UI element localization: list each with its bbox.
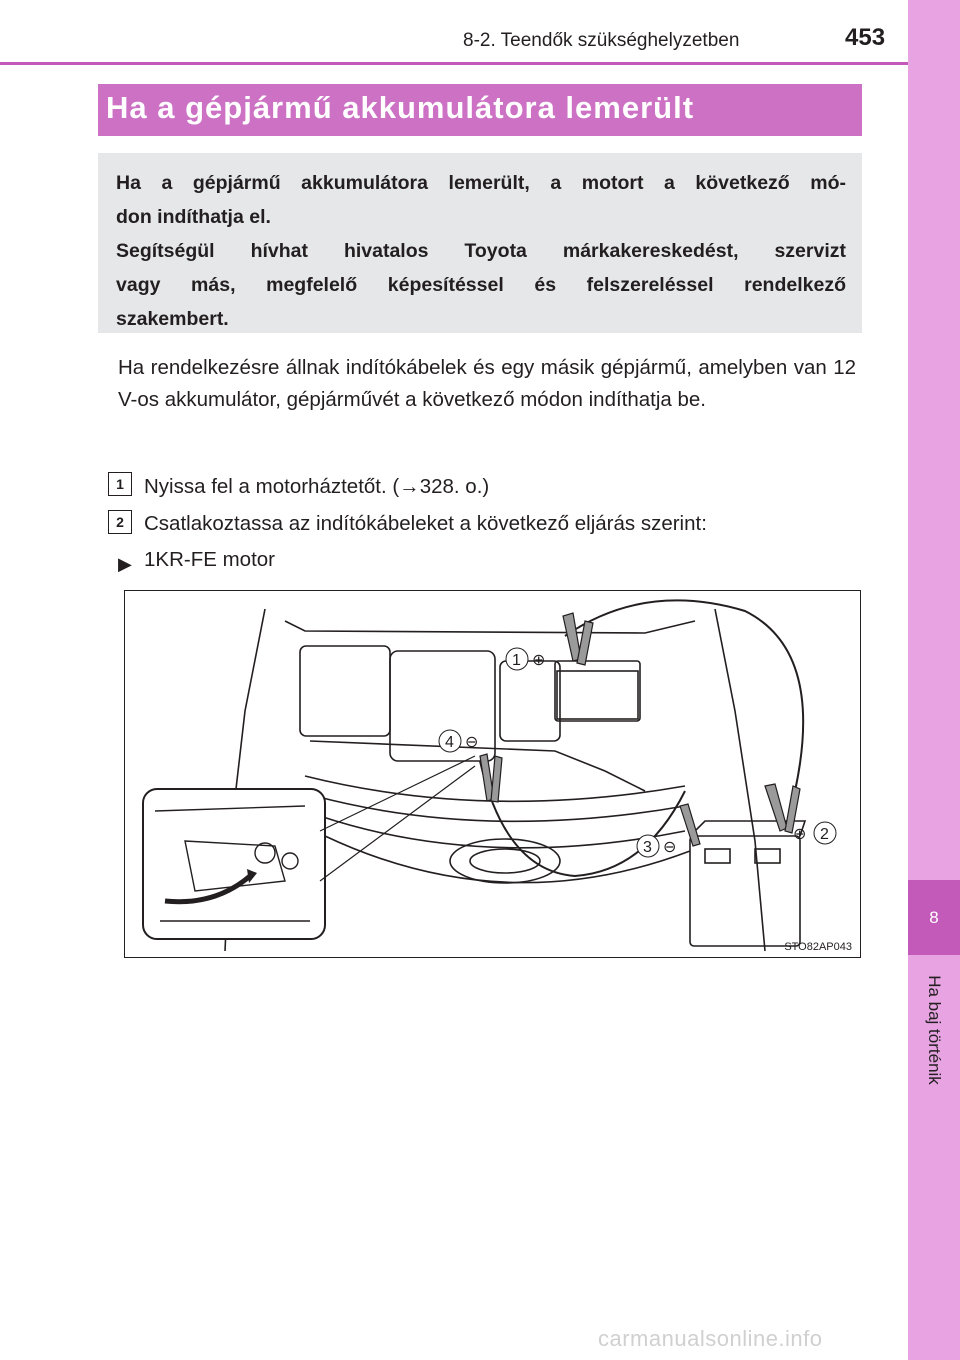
intro-line: vagy más, megfelelő képesítéssel és felszereléssel rendelkező: [116, 274, 846, 296]
intro-line: Ha a gépjármű akkumulátora lemerült, a motort a következő mó-: [116, 172, 846, 194]
svg-text:⊕: ⊕: [793, 826, 807, 843]
step-text: Csatlakoztassa az indítókábeleket a következő eljárás szerint:: [144, 512, 707, 535]
watermark: carmanualsonline.info: [598, 1326, 823, 1351]
header-section-title: 8-2. Teendők szükséghelyzetben: [463, 30, 740, 51]
intro-line: don indíthatja el.: [116, 206, 271, 228]
svg-text:⊖: ⊖: [663, 839, 677, 856]
intro-line: szakembert.: [116, 308, 229, 330]
callout-4: 4: [445, 734, 454, 751]
engine-bay-illustration: [124, 590, 861, 958]
header-rule: [0, 62, 908, 65]
intro-line: Segítségül hívhat hivatalos Toyota márkakereskedést, szervizt: [116, 240, 846, 262]
figure-code: STO82AP043: [784, 941, 852, 953]
callout-2: 2: [820, 826, 829, 843]
page-number: 453: [845, 24, 886, 51]
jump-start-diagram: [125, 591, 862, 959]
triangle-bullet-icon: ▶: [118, 554, 132, 574]
callout-1: 1: [512, 652, 521, 669]
svg-text:⊕: ⊕: [532, 652, 546, 669]
svg-text:⊖: ⊖: [465, 734, 479, 751]
page-title: Ha a gépjármű akkumulátora lemerült: [106, 90, 695, 125]
chapter-side-tab: [908, 0, 960, 1360]
chapter-number: 8: [908, 880, 960, 955]
step-text: Nyissa fel a motorháztetőt. (→328. o.): [144, 475, 490, 498]
chapter-title-text: Ha baj történik: [925, 975, 944, 1085]
intro-text: [116, 166, 846, 336]
sub-item-text: 1KR-FE motor: [144, 548, 275, 571]
callout-3: 3: [643, 839, 652, 856]
step-number-box: 1: [108, 472, 132, 496]
body-paragraph: Ha rendelkezésre állnak indítókábelek és egy másik gépjármű, amelyben van 12 V-os akkumulátor, gépjárművét a következő módon indíthatja be.: [118, 356, 856, 411]
step-number-box: 2: [108, 510, 132, 534]
